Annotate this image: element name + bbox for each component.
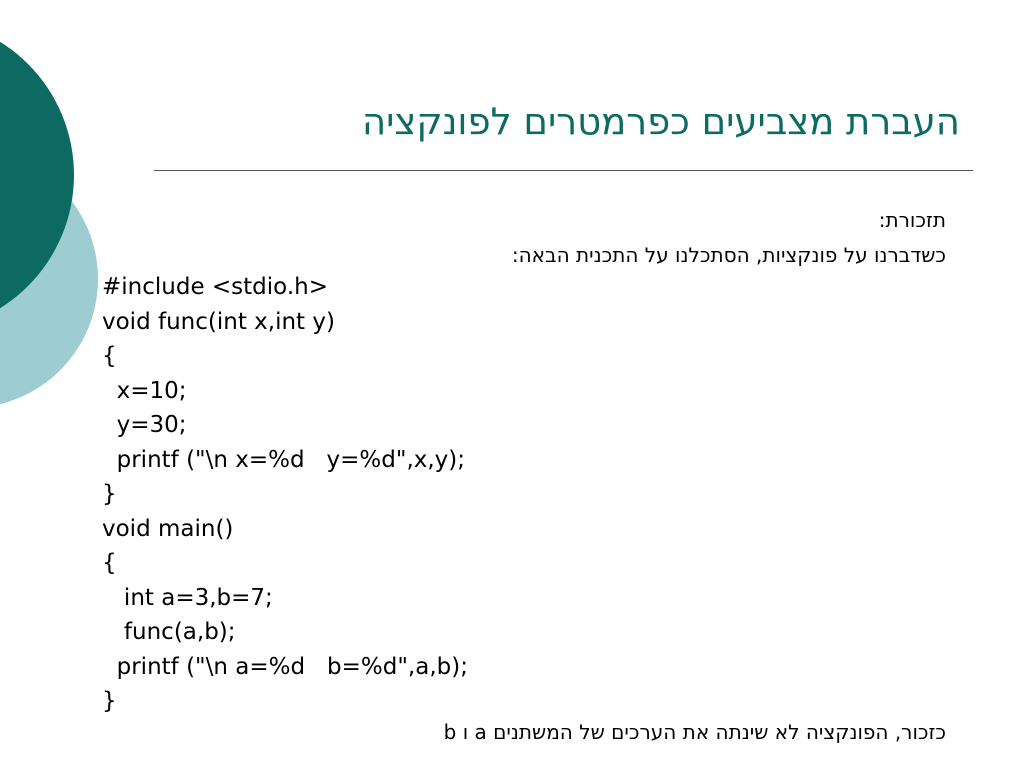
code-line: { (102, 343, 117, 369)
code-line: { (102, 550, 117, 576)
code-line: } (102, 481, 117, 507)
code-block (102, 270, 468, 719)
code-line: #include <stdio.h> (102, 274, 329, 300)
code-line: } (102, 688, 117, 714)
intro-line-context: כשדברנו על פונקציות, הסתכלנו על התכנית הבאה: (511, 243, 946, 267)
conclusion-line: כזכור, הפונקציה לא שינתה את הערכים של המשתנים a ו b (443, 720, 946, 744)
code-line: func(a,b); (102, 619, 236, 645)
code-line: y=30; (102, 412, 187, 438)
code-line: void main() (102, 515, 234, 542)
code-line: printf ("\n a=%d b=%d",a,b); (102, 653, 468, 680)
title-divider (154, 170, 973, 171)
slide-title: העברת מצביעים כפרמטרים לפונקציה (361, 100, 960, 143)
code-line: x=10; (102, 377, 187, 404)
code-line: printf ("\n x=%d y=%d",x,y); (102, 446, 466, 473)
code-line: int a=3,b=7; (102, 584, 273, 611)
intro-line-reminder: תזכורת: (878, 208, 946, 232)
code-line: void func(int x,int y) (102, 308, 335, 335)
